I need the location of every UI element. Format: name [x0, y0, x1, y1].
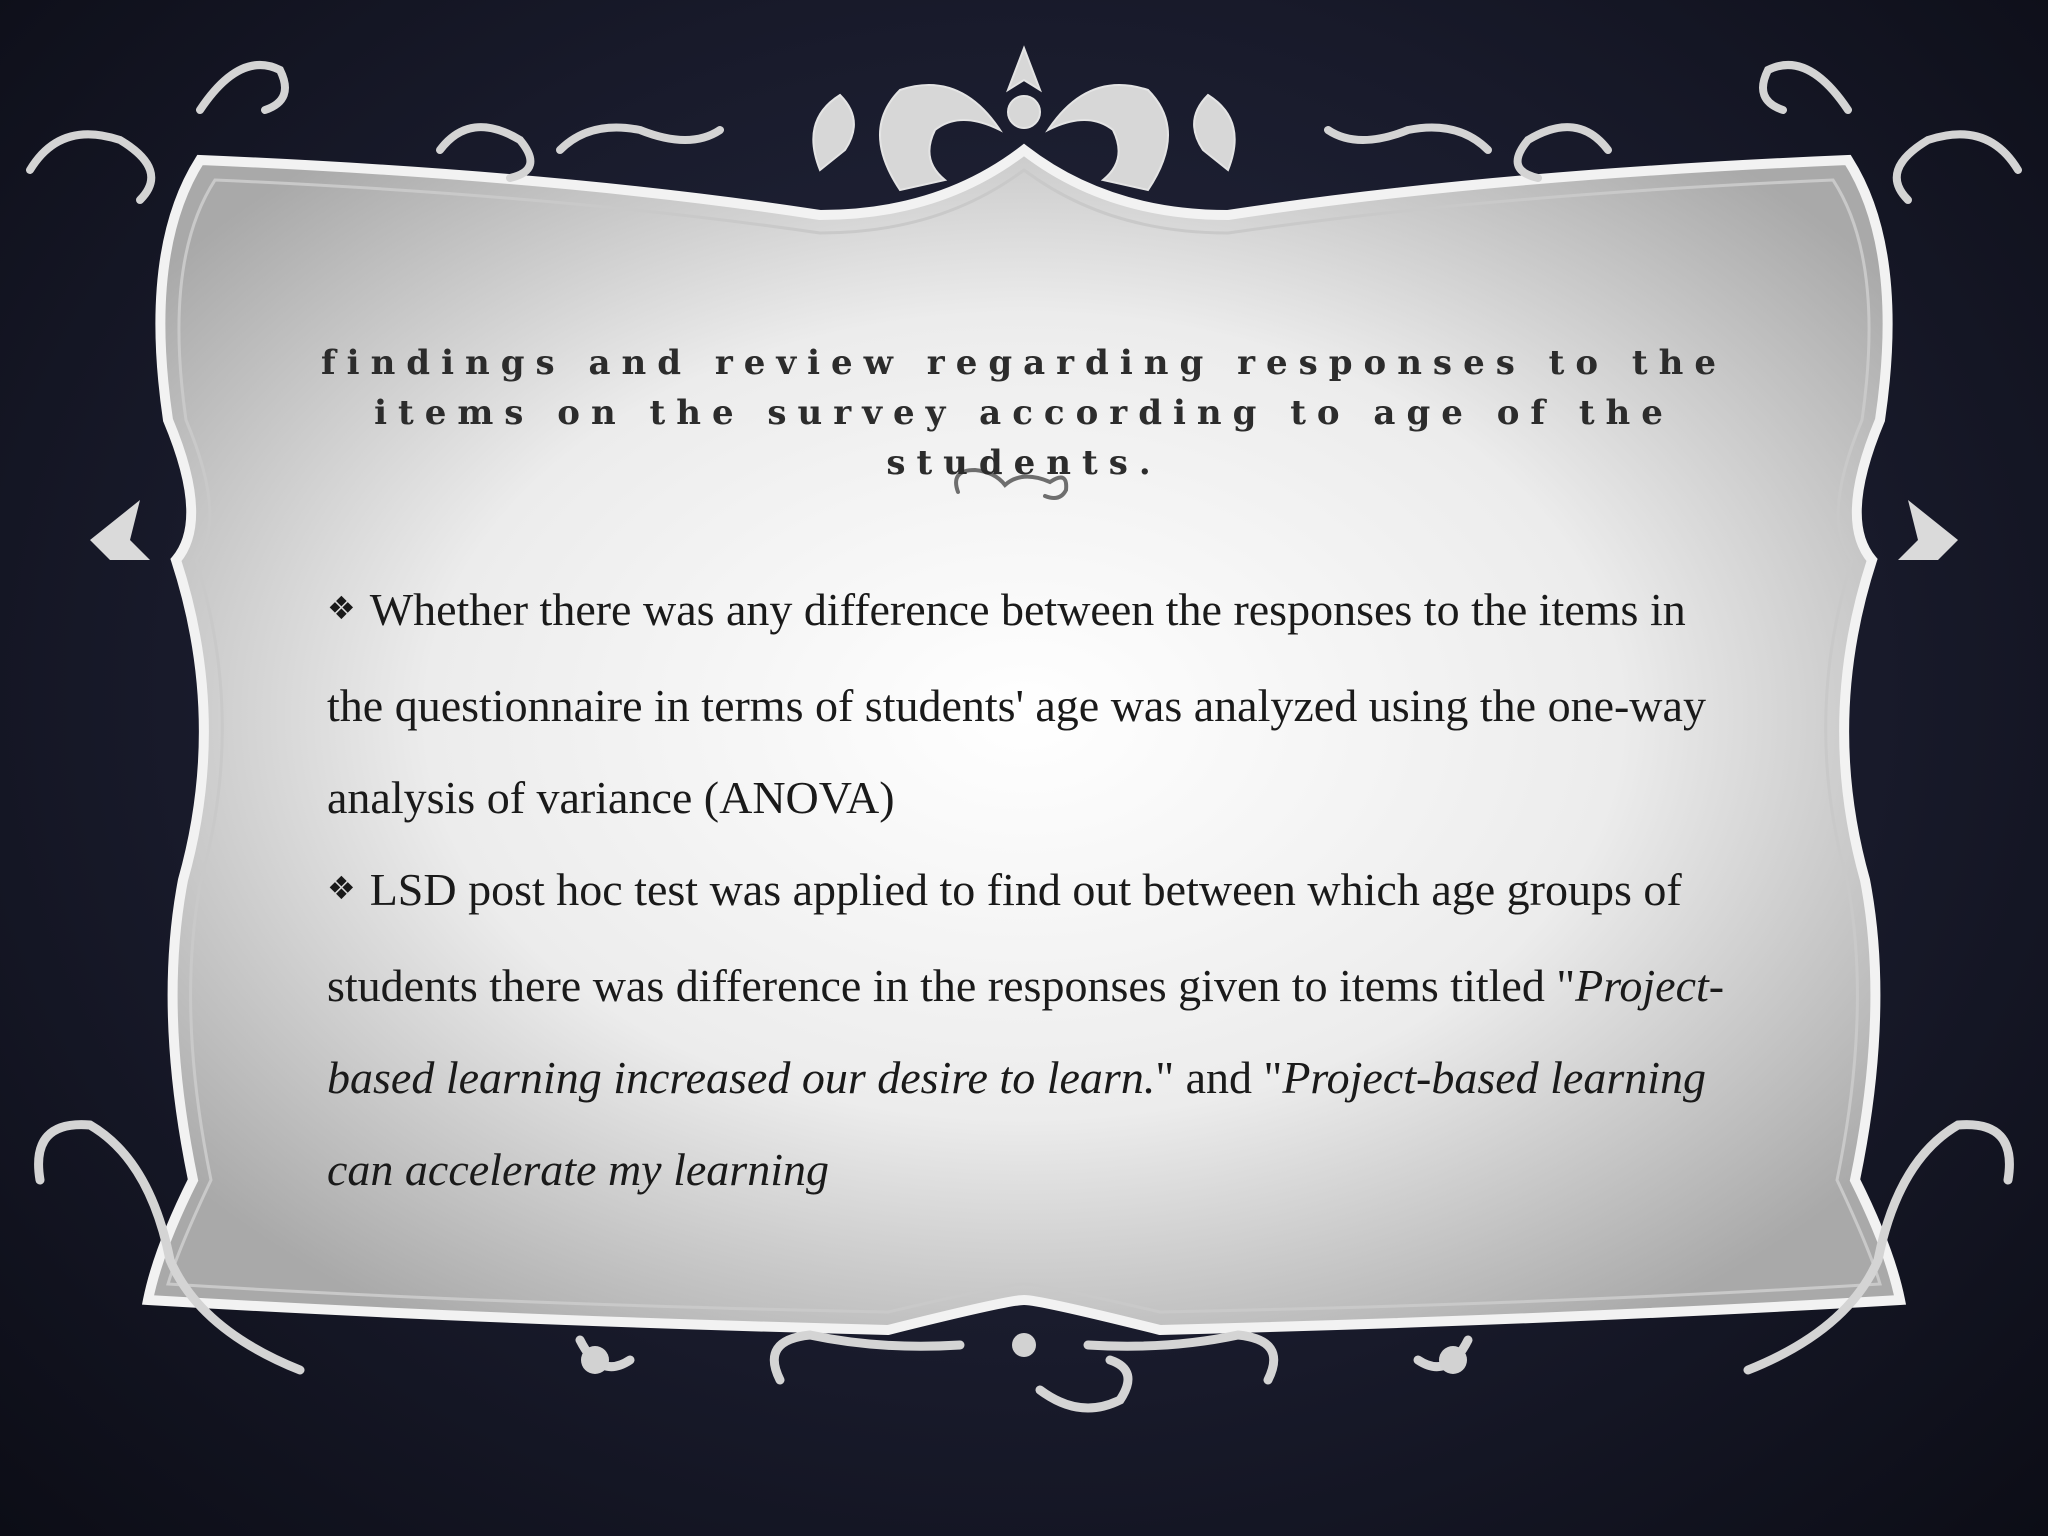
paragraph-2-italic-title-2: Project-based learning can accelerate my learning: [327, 1052, 1707, 1195]
bullet-paragraph-1: [327, 564, 1747, 844]
diamond-bullet-icon: ❖: [327, 589, 356, 627]
paragraph-2-text-middle: " and ": [1155, 1052, 1283, 1103]
bullet-paragraph-2: [327, 844, 1747, 1216]
slide-title: findings and review regarding responses to the items on the survey according to age of the students.: [321, 343, 1727, 483]
paragraph-2-text-before: LSD post hoc test was applied to find out between which age groups of students there was difference in the responses given to items titled ": [327, 864, 1682, 1011]
slide-body: [327, 564, 1747, 1216]
paragraph-1-text: Whether there was any difference between the responses to the items in the questionnaire in terms of students' age was analyzed using the one-way analysis of variance (ANOVA): [327, 584, 1706, 823]
diamond-bullet-icon: ❖: [327, 869, 356, 907]
paragraph-2-italic-title-1: Project-based learning increased our desire to learn.: [327, 960, 1725, 1103]
